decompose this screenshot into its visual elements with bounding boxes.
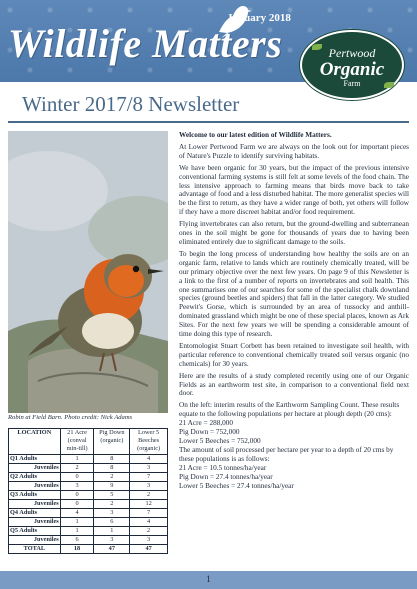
cell-lower-5-beeches: 12 bbox=[130, 500, 168, 509]
row-location: Q2 Adults bbox=[9, 473, 61, 482]
paragraph: On the left: interim results of the Earthworm Sampling Count. These results equate to the following populations per hectare at plough depth (20 cms): bbox=[179, 401, 400, 419]
cell-21-acre: 1 bbox=[60, 527, 94, 536]
paragraph: Entomologist Stuart Corbett has been retained to investigate soil health, with particular reference to conventional chemically treated soil versus organic (no chemicals) for 30 years. bbox=[179, 341, 409, 368]
cell-pig-down: 47 bbox=[94, 545, 130, 554]
column-header-lower-5-beeches: Lower 5 Beeches (organic) bbox=[130, 429, 168, 455]
cell-pig-down: 8 bbox=[94, 455, 130, 464]
cell-21-acre: 1 bbox=[60, 518, 94, 527]
earthworm-count-table bbox=[8, 428, 168, 554]
cell-21-acre: 4 bbox=[60, 509, 94, 518]
row-location: Q5 Adults bbox=[9, 527, 61, 536]
cell-pig-down: 3 bbox=[94, 509, 130, 518]
cell-21-acre: 18 bbox=[60, 545, 94, 554]
row-location: TOTAL bbox=[9, 545, 61, 554]
table-row bbox=[9, 518, 168, 527]
page-title: Winter 2017/8 Newsletter bbox=[22, 92, 240, 116]
cell-lower-5-beeches: 4 bbox=[130, 455, 168, 464]
newsletter-date: January 2018 bbox=[227, 12, 291, 24]
row-location: Juveniles bbox=[9, 518, 61, 527]
column-header-pig-down: Pig Down (organic) bbox=[94, 429, 130, 455]
paragraph: Flying invertebrates can also return, but the ground-dwelling and subterranean ones in the soil might be gone for thousands of years due to having been eliminated entirely due to significant damage to the soils. bbox=[179, 220, 409, 246]
table-row bbox=[9, 509, 168, 518]
cell-21-acre: 2 bbox=[60, 464, 94, 473]
robin-illustration bbox=[8, 131, 168, 413]
cell-pig-down: 9 bbox=[94, 482, 130, 491]
cell-lower-5-beeches: 7 bbox=[130, 509, 168, 518]
result-line: Lower 5 Beeches = 27.4 tonnes/ha/year bbox=[179, 481, 294, 490]
cell-21-acre: 6 bbox=[60, 536, 94, 545]
table-row bbox=[9, 455, 168, 464]
paragraph: We have been organic for 30 years, but the impact of the previous intensive conventional farming systems is still felt at some levels of the food chain. The less intensive approach to farming means that birds move back to take advantage of food and a less disturbed habitat. The more generalist species will be the first to return, as they have a wider range of both, yet others will follow if they have a more discreet habitat and/or food requirement. bbox=[179, 163, 409, 217]
page-number: 1 bbox=[206, 574, 211, 584]
leaf-icon bbox=[312, 44, 322, 50]
row-location: Q1 Adults bbox=[9, 455, 61, 464]
paragraph: The amount of soil processed per hectare per year to a depth of 20 cms by these populations is as follows: bbox=[179, 445, 394, 463]
robin-photo bbox=[8, 131, 168, 413]
logo-text-line2: Organic bbox=[319, 59, 385, 80]
table-row bbox=[9, 464, 168, 473]
cell-21-acre: 0 bbox=[60, 473, 94, 482]
article-body bbox=[179, 131, 409, 490]
cell-21-acre: 1 bbox=[60, 455, 94, 464]
row-location: Juveniles bbox=[9, 536, 61, 545]
farm-logo bbox=[300, 30, 404, 100]
result-line: Pig Down = 752,000 bbox=[179, 428, 240, 437]
result-line: Lower 5 Beeches = 752,000 bbox=[179, 437, 261, 445]
page-footer bbox=[0, 571, 417, 589]
title-divider bbox=[8, 121, 409, 123]
row-location: Juveniles bbox=[9, 500, 61, 509]
cell-lower-5-beeches: 47 bbox=[130, 545, 168, 554]
leaf-icon bbox=[384, 82, 394, 88]
column-header-location: LOCATION bbox=[9, 429, 61, 455]
column-header-21-acre: 21 Acre (conval min-till) bbox=[60, 429, 94, 455]
cell-pig-down: 1 bbox=[94, 527, 130, 536]
intro-heading: Welcome to our latest edition of Wildlife Matters. bbox=[179, 131, 332, 139]
cell-pig-down: 3 bbox=[94, 536, 130, 545]
cell-pig-down: 5 bbox=[94, 491, 130, 500]
cell-21-acre: 0 bbox=[60, 491, 94, 500]
table-row bbox=[9, 482, 168, 491]
cell-pig-down: 2 bbox=[94, 473, 130, 482]
cell-lower-5-beeches: 3 bbox=[130, 482, 168, 491]
table-row bbox=[9, 527, 168, 536]
cell-21-acre: 3 bbox=[60, 482, 94, 491]
cell-lower-5-beeches: 2 bbox=[130, 527, 168, 536]
paragraph: To begin the long process of understanding how healthy the soils are on an organic farm, relative to lands which are routinely chemically treated, will be our primary objective over the next few years. On page 9 of this Newsletter is a link to the first of a number of reports on invertebrates and soil health. This one summarises one of our searches for some of the specialist chalk downland species (ground beetles and spiders) that fall in the latter category. We studied Peewit's Gorse, which is surrounded by an area of tussocky and anthill-dominated grassland which might be one of these special places, known as Ark Sites. For the next few years we will be spending a considerable amount of time doing this type of research. bbox=[179, 249, 409, 339]
cell-21-acre: 0 bbox=[60, 500, 94, 509]
cell-lower-5-beeches: 3 bbox=[130, 464, 168, 473]
cell-lower-5-beeches: 4 bbox=[130, 518, 168, 527]
cell-pig-down: 2 bbox=[94, 500, 130, 509]
paragraph: At Lower Pertwood Farm we are always on the look out for important pieces of Nature's Puzzle to identify surviving habitats. bbox=[179, 142, 409, 160]
table-row bbox=[9, 473, 168, 482]
table-header-row bbox=[9, 429, 168, 455]
table-total-row bbox=[9, 545, 168, 554]
row-location: Q4 Adults bbox=[9, 509, 61, 518]
result-line: 21 Acre = 288,000 bbox=[179, 419, 234, 428]
table-row bbox=[9, 536, 168, 545]
cell-lower-5-beeches: 2 bbox=[130, 491, 168, 500]
logo-text-line1: Pertwood bbox=[328, 46, 376, 60]
result-line: 21 Acre = 10.5 tonnes/ha/year bbox=[179, 463, 267, 472]
row-location: Q3 Adults bbox=[9, 491, 61, 500]
table-row bbox=[9, 500, 168, 509]
cell-pig-down: 6 bbox=[94, 518, 130, 527]
row-location: Juveniles bbox=[9, 464, 61, 473]
logo-text-line3: Farm bbox=[343, 79, 361, 88]
newsletter-masthead: Wildlife Matters bbox=[8, 21, 283, 66]
paragraph: Here are the results of a study completed recently using one of our Organic Fields as an earthworm test site, in comparison to a conventional field next door. bbox=[179, 371, 409, 398]
cell-pig-down: 8 bbox=[94, 464, 130, 473]
photo-caption: Robin at Field Barn. Photo credit: Nick Adams bbox=[8, 414, 133, 421]
result-line: Pig Down = 27.4 tonnes/ha/year bbox=[179, 472, 273, 481]
cell-lower-5-beeches: 3 bbox=[130, 536, 168, 545]
cell-lower-5-beeches: 7 bbox=[130, 473, 168, 482]
row-location: Juveniles bbox=[9, 482, 61, 491]
table-row bbox=[9, 491, 168, 500]
